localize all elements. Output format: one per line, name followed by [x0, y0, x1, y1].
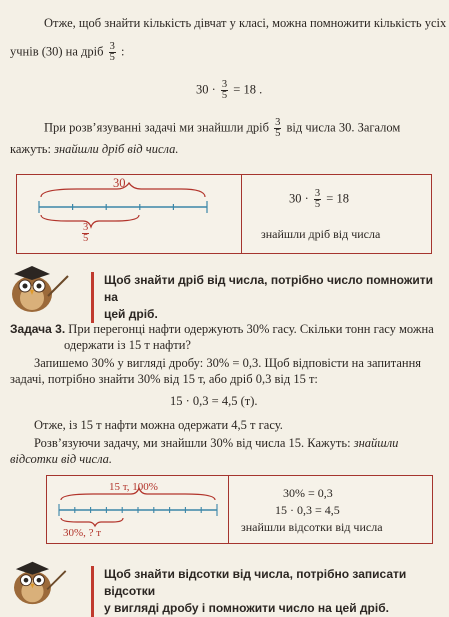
- task-3-line-7: відсотки від числа.: [10, 452, 113, 466]
- paragraph-2-text-end: від числа 30. Загалом: [286, 120, 401, 135]
- fraction: [314, 189, 321, 210]
- colon: :: [120, 44, 125, 59]
- task-3-text: Розв’язуючи задачу, ми знайшли 30% від числа 15. Кажуть:: [34, 436, 351, 450]
- top-label: 15 т, 100%: [109, 481, 158, 493]
- task-3-label: Задача 3.: [10, 322, 66, 336]
- rule-1-line-1: Щоб знайти дріб від числа, потрібно число помножити на: [104, 273, 433, 304]
- paragraph-1-line-2: [10, 42, 124, 63]
- box-2-equation-2: 15 · 0,3 = 4,5: [275, 503, 340, 517]
- paragraph-1-text: учнів (30) на дріб: [10, 44, 104, 59]
- task-3-line-3: Запишемо 30% у вигляді дробу: 30% = 0,3. Щоб відповісти на запитання: [34, 356, 422, 370]
- fraction: [82, 223, 89, 244]
- task-3-emphasis: знайшли: [353, 436, 399, 450]
- fraction-denominator: 5: [221, 90, 228, 101]
- diagram-box-2: [46, 475, 433, 544]
- top-label: 30: [113, 176, 126, 190]
- rule-1: [91, 272, 444, 323]
- task-3-line-6: [34, 436, 398, 451]
- rule-2: [91, 566, 444, 617]
- paragraph-1-line-1: Отже, щоб знайти кількість дівчат у класі, можна помножити кількість усіх: [44, 16, 447, 30]
- fraction: [221, 80, 228, 101]
- rule-2-line-2: у вигляді дробу і помножити число на цей дріб.: [104, 601, 389, 615]
- fraction-numerator: 3: [83, 222, 89, 233]
- box-2-equation-1: 30% = 0,3: [283, 486, 333, 500]
- paragraph-2-says: кажуть:: [10, 142, 51, 156]
- equation-1: [196, 80, 262, 101]
- fraction-denominator: 5: [314, 199, 321, 210]
- fraction-numerator: 3: [109, 41, 115, 52]
- paragraph-2-emphasis: знайшли дріб від числа.: [54, 142, 179, 156]
- box-1-caption: знайшли дріб від числа: [261, 227, 381, 241]
- bottom-label: 30%, ? т: [63, 527, 102, 539]
- fraction-denominator: 5: [109, 52, 115, 63]
- paragraph-2-text: При розв’язуванні задачі ми знайшли дріб: [44, 120, 270, 135]
- fraction-denominator: 5: [83, 233, 89, 244]
- task-3-text: При перегонці нафти одержують 30% гасу. Скільки тонн гасу можна: [68, 322, 434, 336]
- paragraph-2-line-1: [44, 118, 400, 139]
- task-3-line-5: Отже, із 15 т нафти можна одержати 4,5 т гасу.: [34, 418, 283, 432]
- diagram-box-1: [16, 174, 432, 254]
- equation-1-right: = 18 .: [233, 82, 263, 97]
- equation-left: 30 ·: [289, 191, 309, 206]
- ruler-diagram-1: [17, 175, 239, 251]
- task-3-line-2: одержати із 15 т нафти?: [64, 338, 191, 352]
- fraction: [109, 42, 116, 63]
- box-divider: [228, 476, 229, 543]
- fraction-denominator: 5: [275, 128, 281, 139]
- equation-right: = 18: [326, 191, 349, 206]
- owl-teacher-icon: [6, 262, 70, 314]
- owl-teacher-icon: [6, 558, 70, 606]
- box-divider: [241, 175, 242, 253]
- task-3-line-4: задачі, потрібно знайти 30% від 15 т, або дріб 0,3 від 15 т:: [10, 372, 318, 386]
- bottom-brace: [61, 518, 123, 526]
- rule-1-line-2: цей дріб.: [104, 307, 158, 321]
- fraction: [274, 118, 281, 139]
- task-3-line-1: [10, 322, 434, 337]
- task-3-equation: 15 · 0,3 = 4,5 (т).: [170, 394, 258, 408]
- bottom-fraction-label: [80, 223, 91, 244]
- paragraph-2-line-2: [10, 142, 178, 157]
- fraction-numerator: 3: [221, 79, 228, 90]
- equation-1-left: 30 ·: [196, 82, 216, 97]
- box-2-caption: знайшли відсотки від числа: [241, 520, 383, 534]
- rule-2-line-1: Щоб знайти відсотки від числа, потрібно записати відсотки: [104, 567, 407, 598]
- box-1-equation: [289, 189, 349, 210]
- fraction-numerator: 3: [275, 117, 281, 128]
- fraction-numerator: 3: [314, 188, 321, 199]
